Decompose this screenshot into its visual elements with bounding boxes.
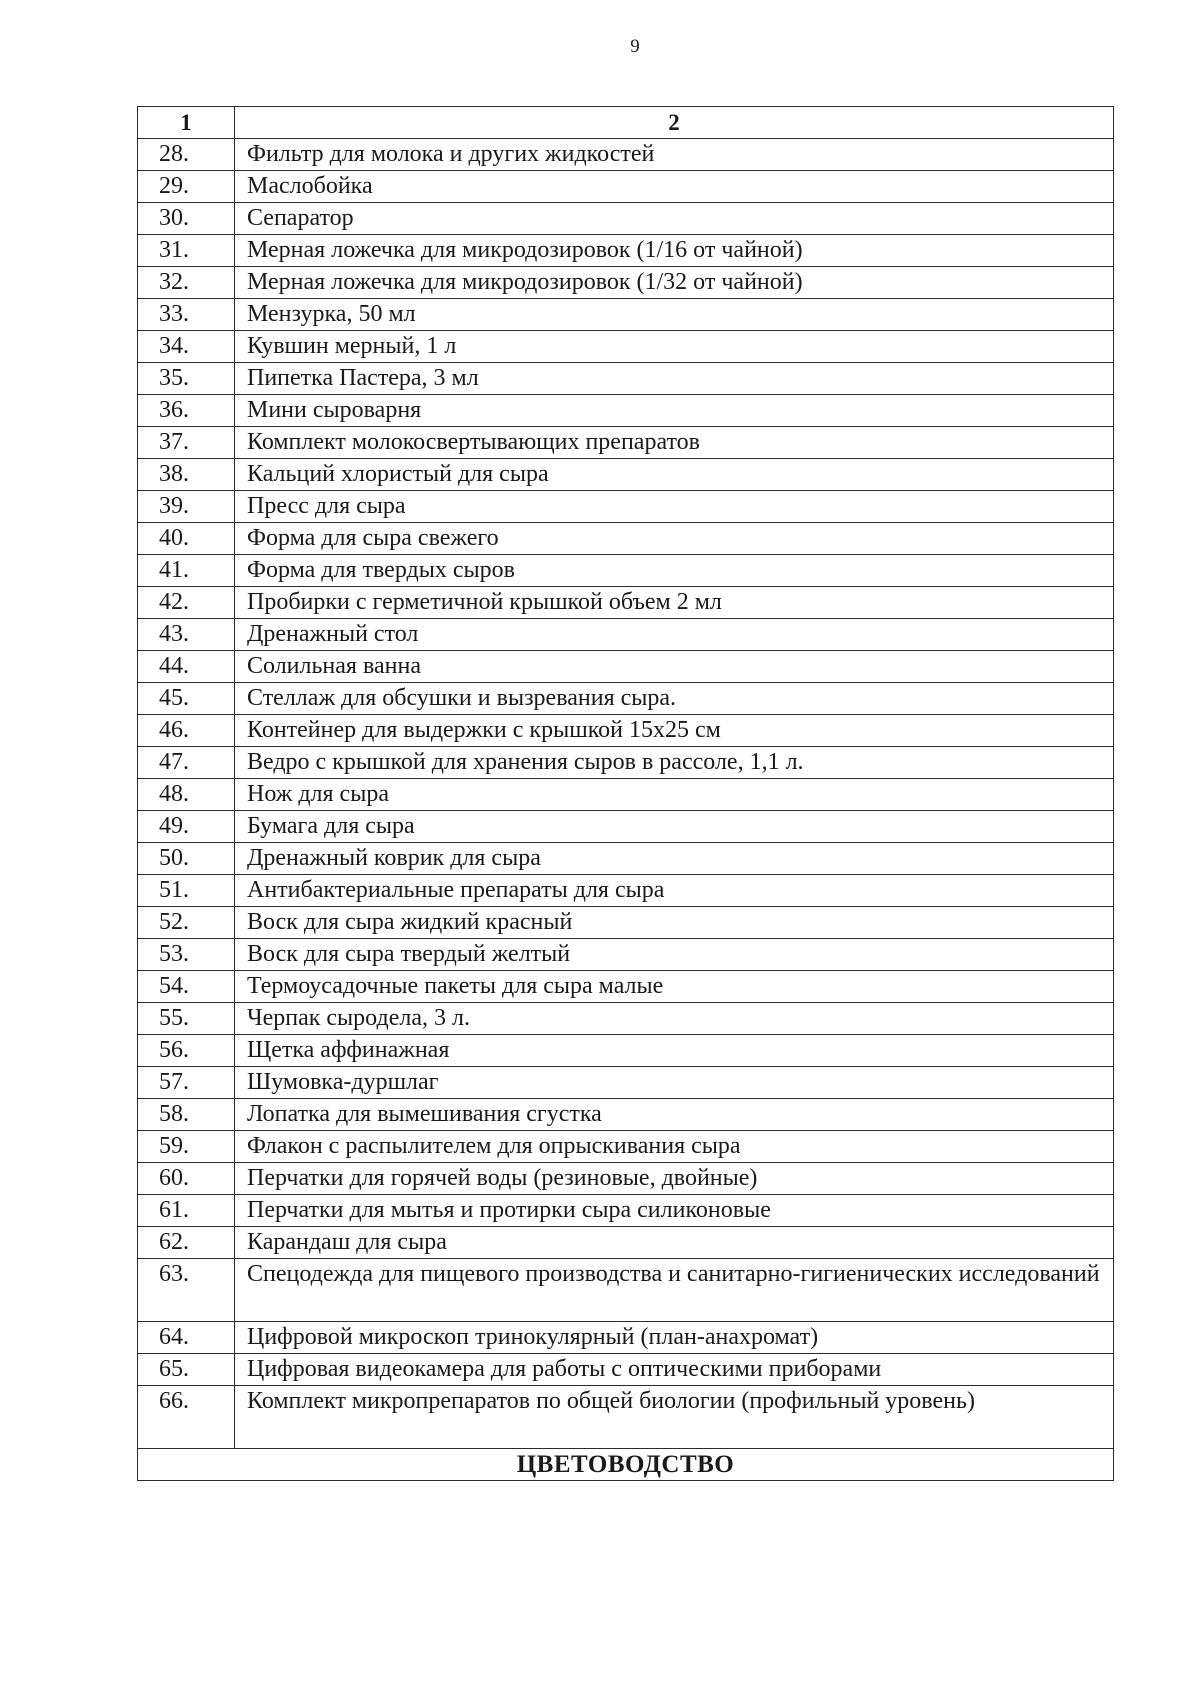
- row-number: 60.: [138, 1163, 235, 1195]
- row-item-name: Мерная ложечка для микродозировок (1/32 от чайной): [235, 267, 1114, 299]
- table-row: [138, 1386, 1114, 1449]
- equipment-table: [137, 106, 1114, 1481]
- table-row: [138, 267, 1114, 299]
- table-row: [138, 1354, 1114, 1386]
- table-row: [138, 1003, 1114, 1035]
- row-item-name: Маслобойка: [235, 171, 1114, 203]
- table-row: [138, 683, 1114, 715]
- table-row: [138, 171, 1114, 203]
- table-row: [138, 139, 1114, 171]
- row-item-name: Пресс для сыра: [235, 491, 1114, 523]
- row-number: 40.: [138, 523, 235, 555]
- table-row: [138, 811, 1114, 843]
- row-item-name: Шумовка-дуршлаг: [235, 1067, 1114, 1099]
- row-number: 36.: [138, 395, 235, 427]
- row-item-name: Форма для сыра свежего: [235, 523, 1114, 555]
- row-number: 58.: [138, 1099, 235, 1131]
- table-row: [138, 971, 1114, 1003]
- row-number: 66.: [138, 1386, 235, 1449]
- row-item-name: Сепаратор: [235, 203, 1114, 235]
- row-item-name: Стеллаж для обсушки и вызревания сыра.: [235, 683, 1114, 715]
- row-number: 64.: [138, 1322, 235, 1354]
- row-number: 43.: [138, 619, 235, 651]
- row-item-name: Щетка аффинажная: [235, 1035, 1114, 1067]
- table-body: [138, 139, 1114, 1449]
- table-row: [138, 747, 1114, 779]
- row-item-name: Нож для сыра: [235, 779, 1114, 811]
- row-number: 38.: [138, 459, 235, 491]
- table-row: [138, 651, 1114, 683]
- row-number: 59.: [138, 1131, 235, 1163]
- column-header-number: 1: [138, 107, 235, 139]
- table-row: [138, 459, 1114, 491]
- row-number: 46.: [138, 715, 235, 747]
- row-item-name: Мерная ложечка для микродозировок (1/16 от чайной): [235, 235, 1114, 267]
- row-item-name: Дренажный коврик для сыра: [235, 843, 1114, 875]
- row-item-name: Комплект микропрепаратов по общей биологии (профильный уровень): [235, 1386, 1114, 1449]
- table-row: [138, 395, 1114, 427]
- row-number: 53.: [138, 939, 235, 971]
- row-item-name: Лопатка для вымешивания сгустка: [235, 1099, 1114, 1131]
- row-item-name: Цифровая видеокамера для работы с оптическими приборами: [235, 1354, 1114, 1386]
- row-number: 51.: [138, 875, 235, 907]
- row-number: 54.: [138, 971, 235, 1003]
- row-item-name: Бумага для сыра: [235, 811, 1114, 843]
- table-row: [138, 299, 1114, 331]
- row-number: 56.: [138, 1035, 235, 1067]
- column-header-name: 2: [235, 107, 1114, 139]
- row-number: 49.: [138, 811, 235, 843]
- table-row: [138, 491, 1114, 523]
- section-heading: ЦВЕТОВОДСТВО: [138, 1449, 1114, 1481]
- table-row: [138, 843, 1114, 875]
- row-item-name: Спецодежда для пищевого производства и санитарно-гигиенических исследований: [235, 1259, 1114, 1322]
- table-row: [138, 1259, 1114, 1322]
- row-item-name: Форма для твердых сыров: [235, 555, 1114, 587]
- row-number: 57.: [138, 1067, 235, 1099]
- row-number: 35.: [138, 363, 235, 395]
- row-number: 44.: [138, 651, 235, 683]
- row-item-name: Антибактериальные препараты для сыра: [235, 875, 1114, 907]
- row-number: 37.: [138, 427, 235, 459]
- row-item-name: Ведро с крышкой для хранения сыров в рассоле, 1,1 л.: [235, 747, 1114, 779]
- table-row: [138, 779, 1114, 811]
- table-row: [138, 1163, 1114, 1195]
- section-heading-row: [138, 1449, 1114, 1481]
- row-number: 33.: [138, 299, 235, 331]
- row-number: 55.: [138, 1003, 235, 1035]
- table-row: [138, 523, 1114, 555]
- row-number: 50.: [138, 843, 235, 875]
- table-row: [138, 331, 1114, 363]
- row-number: 65.: [138, 1354, 235, 1386]
- row-number: 31.: [138, 235, 235, 267]
- row-number: 34.: [138, 331, 235, 363]
- table-row: [138, 363, 1114, 395]
- table-row: [138, 203, 1114, 235]
- row-item-name: Воск для сыра жидкий красный: [235, 907, 1114, 939]
- row-item-name: Кувшин мерный, 1 л: [235, 331, 1114, 363]
- table-row: [138, 235, 1114, 267]
- table-row: [138, 1227, 1114, 1259]
- row-item-name: Мензурка, 50 мл: [235, 299, 1114, 331]
- table-row: [138, 875, 1114, 907]
- row-item-name: Перчатки для горячей воды (резиновые, двойные): [235, 1163, 1114, 1195]
- table-row: [138, 1099, 1114, 1131]
- table-row: [138, 1035, 1114, 1067]
- row-item-name: Воск для сыра твердый желтый: [235, 939, 1114, 971]
- row-item-name: Комплект молокосвертывающих препаратов: [235, 427, 1114, 459]
- row-item-name: Фильтр для молока и других жидкостей: [235, 139, 1114, 171]
- row-item-name: Дренажный стол: [235, 619, 1114, 651]
- row-number: 47.: [138, 747, 235, 779]
- row-number: 61.: [138, 1195, 235, 1227]
- row-item-name: Черпак сыродела, 3 л.: [235, 1003, 1114, 1035]
- row-number: 63.: [138, 1259, 235, 1322]
- row-item-name: Контейнер для выдержки с крышкой 15х25 см: [235, 715, 1114, 747]
- row-number: 42.: [138, 587, 235, 619]
- page-number: 9: [630, 36, 640, 57]
- row-item-name: Флакон с распылителем для опрыскивания сыра: [235, 1131, 1114, 1163]
- row-number: 29.: [138, 171, 235, 203]
- table-row: [138, 427, 1114, 459]
- row-number: 62.: [138, 1227, 235, 1259]
- table-row: [138, 1195, 1114, 1227]
- row-number: 48.: [138, 779, 235, 811]
- table-row: [138, 555, 1114, 587]
- table-row: [138, 619, 1114, 651]
- row-item-name: Карандаш для сыра: [235, 1227, 1114, 1259]
- row-item-name: Кальций хлористый для сыра: [235, 459, 1114, 491]
- table-row: [138, 1067, 1114, 1099]
- table-row: [138, 1131, 1114, 1163]
- table-row: [138, 587, 1114, 619]
- row-number: 28.: [138, 139, 235, 171]
- table-row: [138, 939, 1114, 971]
- row-number: 39.: [138, 491, 235, 523]
- row-item-name: Пробирки с герметичной крышкой объем 2 мл: [235, 587, 1114, 619]
- table-row: [138, 715, 1114, 747]
- row-number: 30.: [138, 203, 235, 235]
- table-row: [138, 907, 1114, 939]
- row-number: 41.: [138, 555, 235, 587]
- row-item-name: Цифровой микроскоп тринокулярный (план-анахромат): [235, 1322, 1114, 1354]
- row-item-name: Пипетка Пастера, 3 мл: [235, 363, 1114, 395]
- row-item-name: Перчатки для мытья и протирки сыра силиконовые: [235, 1195, 1114, 1227]
- row-number: 45.: [138, 683, 235, 715]
- row-number: 32.: [138, 267, 235, 299]
- table-row: [138, 1322, 1114, 1354]
- row-item-name: Солильная ванна: [235, 651, 1114, 683]
- table-header-row: [138, 107, 1114, 139]
- row-item-name: Мини сыроварня: [235, 395, 1114, 427]
- row-item-name: Термоусадочные пакеты для сыра малые: [235, 971, 1114, 1003]
- row-number: 52.: [138, 907, 235, 939]
